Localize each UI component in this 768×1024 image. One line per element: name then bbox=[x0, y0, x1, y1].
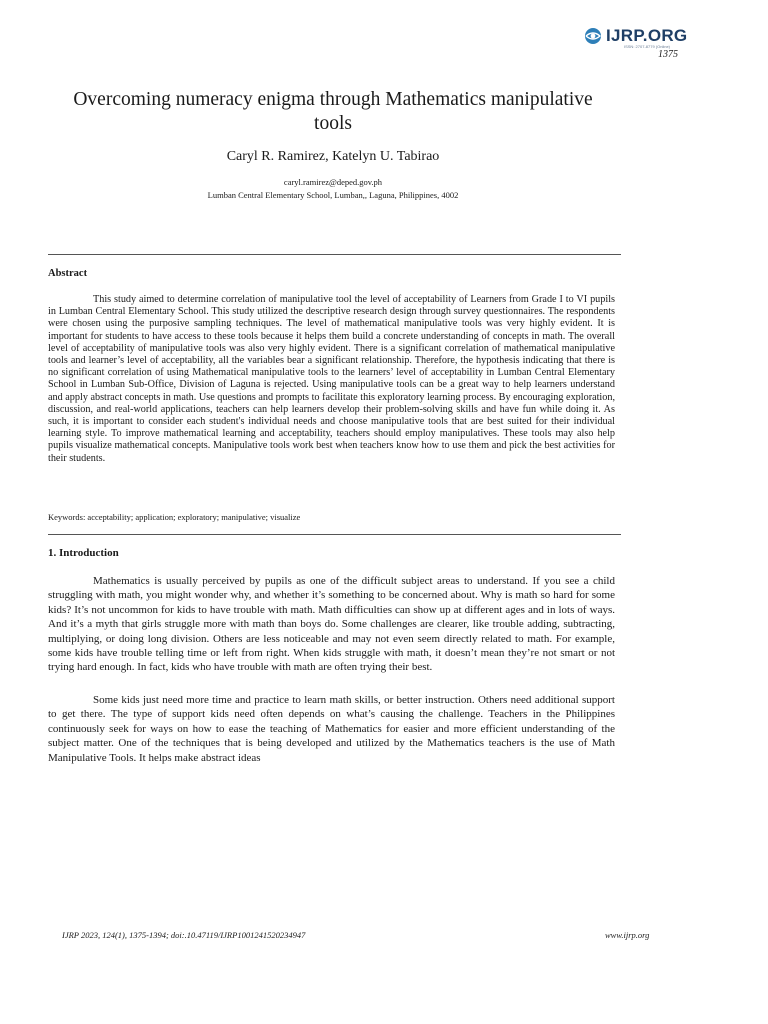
paper-title: Overcoming numeracy enigma through Mathematics manipulative tools bbox=[73, 89, 593, 134]
keywords: Keywords: acceptability; application; exploratory; manipulative; visualize bbox=[48, 512, 301, 522]
logo-tagline: ISSN: 2707-8779 (Online) bbox=[623, 44, 671, 49]
author-affiliation: Lumban Central Elementary School, Lumban,, Laguna, Philippines, 4002 bbox=[207, 190, 459, 200]
page-number: 1375 bbox=[658, 49, 678, 60]
divider bbox=[48, 534, 621, 535]
body-paragraph: Mathematics is usually perceived by pupils as one of the difficult subject areas to understand. If you see a child struggling with math, you might wonder why, and whether it’s something to be concerned about. Why is math so hard for some kids? It’s not uncommon for kids to have trouble with math. Math difficulties can show up at different ages and in lots of ways. And it’s a myth that girls struggle more with math than boys do. Some challenges are clearer, like trouble adding, subtracting, multiplying, or doing long division. Others are less noticeable and may not even seem directly related to math. For example, some kids have trouble telling time or left from right. When kids struggle with math, it doesn’t mean they’re not smart or not trying hard enough. In fact, kids who have trouble with math are often trying their best. bbox=[48, 575, 615, 674]
footer-citation: IJRP 2023, 124(1), 1375-1394; doi:.10.47119/IJRP1001241520234947 bbox=[62, 930, 306, 940]
globe-icon bbox=[584, 27, 602, 45]
abstract-heading: Abstract bbox=[48, 268, 88, 279]
journal-logo bbox=[584, 26, 687, 46]
author-email[interactable]: caryl.ramirez@deped.gov.ph bbox=[283, 177, 383, 187]
logo-text: IJRP.ORG bbox=[606, 26, 688, 45]
abstract-text: This study aimed to determine correlation of manipulative tool the level of acceptability of Learners from Grade I to VI pupils in Lumban Central Elementary School. This study utilized the descriptive research design through survey questionnaires. The respondents were chosen using the purposive sampling techniques. The level of mathematical manipulative tools was very highly evident. It is important for students to have access to these tools because it helps them build a concrete understanding of concepts in math. The overall level of acceptability of manipulative tools was also very highly evident. There is a significant correlation of mathematical manipulative tools and learner’s level of acceptability, all the variables bear a significant relationship. Therefore, the hypothesis indicating that there is no significant correlation of using Mathematical manipulative tools to the learners’ level of acceptability in Lumban Central Elementary School in Lumban Sub-Office, Division of Laguna is rejected. Using manipulative tools can be a great way to help learners understand and apply abstract concepts in math. Use questions and prompts to facilitate this exploratory learning process. By encouraging exploration, discussion, and real-world applications, teachers can help learners develop their problem-solving skills and have fun while doing it. As such, it is important to consider each student's individual needs and choose manipulative tools that are best suited for their individual learning style. To improve mathematical learning and acceptability, teachers should employ manipulatives. These tools may also help pupils visualize mathematical concepts. Manipulative tools work best when teachers know how to use them and pick the best activities for their students. bbox=[48, 294, 615, 464]
body-paragraph: Some kids just need more time and practice to learn math skills, or better instruction. Others need additional support to get there. The type of support kids need often depends on what’s causing the challenge. Teachers in the Philippines continuously seek for ways on how to ease the teaching of Mathematics for easier and more efficient understanding of the subject matter. One of the techniques that is being developed and utilized by the Mathematics teachers is the use of Math Manipulative Tools. It helps make abstract ideas bbox=[48, 694, 615, 764]
divider bbox=[48, 254, 621, 255]
footer-website[interactable]: www.ijrp.org bbox=[605, 930, 650, 940]
section-heading-introduction: 1. Introduction bbox=[48, 547, 119, 559]
paper-authors: Caryl R. Ramirez, Katelyn U. Tabirao bbox=[226, 149, 440, 164]
